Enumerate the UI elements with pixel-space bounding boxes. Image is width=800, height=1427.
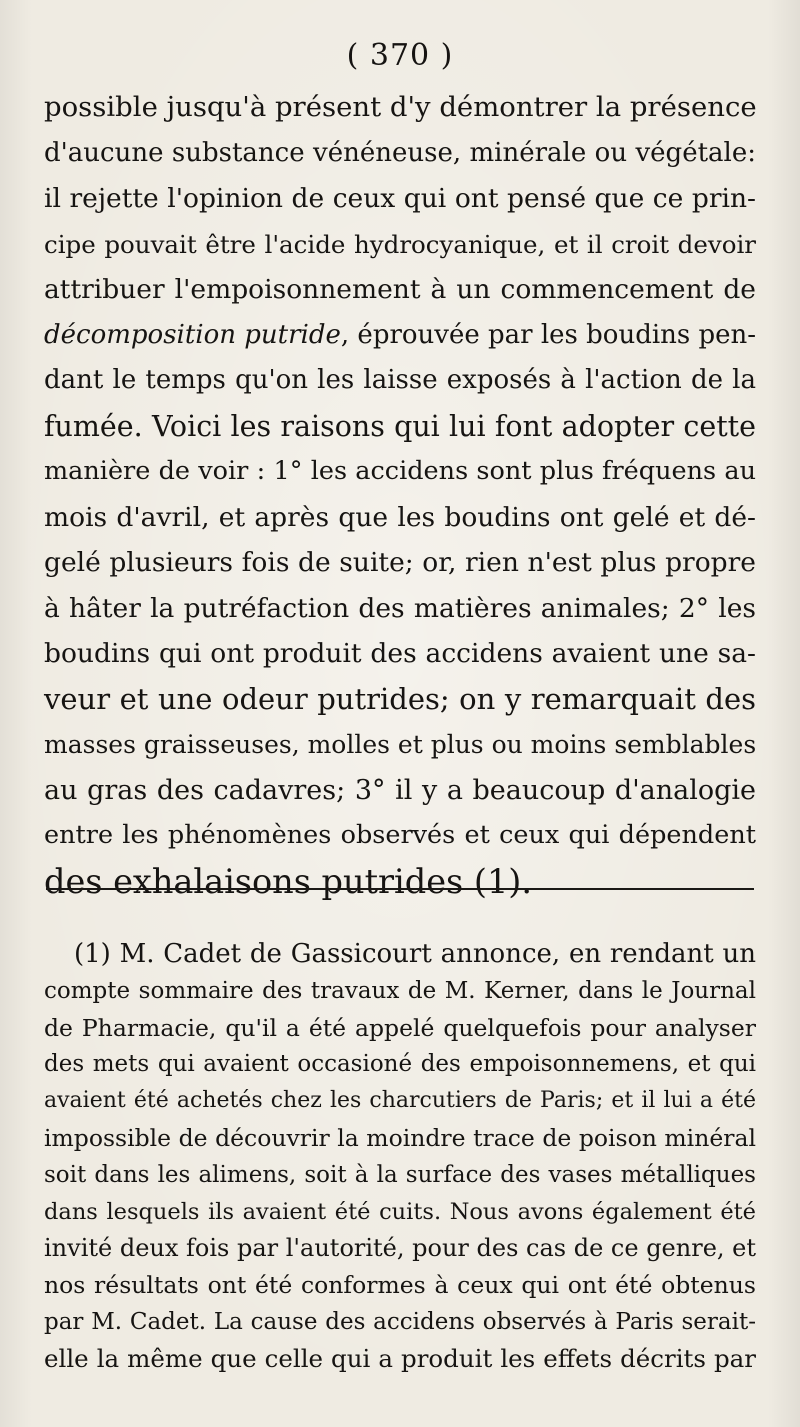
body-line: boudins qui ont produit des accidens avaient une sa-: [44, 638, 756, 669]
body-line: attribuer l'empoisonnement à un commencement de: [44, 274, 756, 305]
footnote-line: des mets qui avaient occasioné des empoisonnemens, et qui: [44, 1051, 756, 1078]
body-line: cipe pouvait être l'acide hydrocyanique, et il croit devoir: [44, 229, 756, 259]
body-line: des exhalaisons putrides (1).: [44, 861, 532, 901]
body-line: au gras des cadavres; 3° il y a beaucoup d'analogie: [44, 774, 756, 806]
body-line: entre les phénomènes observés et ceux qui dépendent: [44, 820, 756, 850]
body-line: manière de voir : 1° les accidens sont plus fréquens au: [44, 456, 756, 486]
footnote-line: de Pharmacie, qu'il a été appelé quelquefois pour analyser: [44, 1013, 756, 1042]
body-line: fumée. Voici les raisons qui lui font adopter cette: [44, 409, 756, 443]
body-line: à hâter la putréfaction des matières animales; 2° les: [44, 592, 756, 624]
page-number: ( 370 ): [346, 38, 454, 73]
body-line: il rejette l'opinion de ceux qui ont pensé que ce prin-: [44, 183, 756, 214]
body-line: possible jusqu'à présent d'y démontrer la présence: [44, 91, 757, 123]
footnote-line: invité deux fois par l'autorité, pour des cas de ce genre, et: [44, 1234, 756, 1263]
body-line: mois d'avril, et après que les boudins ont gelé et dé-: [44, 501, 756, 533]
italic-phrase: décomposition putride: [44, 319, 341, 350]
body-line: masses graisseuses, molles et plus ou moins semblables: [44, 730, 757, 759]
footnote-line: soit dans les alimens, soit à la surface des vases métalliques: [44, 1161, 756, 1188]
footnote-line: compte sommaire des travaux de M. Kerner, dans le Journal: [44, 977, 756, 1004]
body-line-with-italic: [44, 313, 756, 359]
body-line: dant le temps qu'on les laisse exposés à l'action de la: [44, 365, 756, 395]
footnote-line: par M. Cadet. La cause des accidens observés à Paris serait-: [44, 1308, 756, 1335]
footnote-line: nos résultats ont été conformes à ceux qui ont été obtenus: [44, 1271, 756, 1300]
footnote-line: (1) M. Cadet de Gassicourt annonce, en rendant un: [74, 939, 756, 969]
footnote-line: impossible de découvrir la moindre trace de poison minéral: [44, 1123, 756, 1152]
body-line: veur et une odeur putrides; on y remarquait des: [44, 681, 756, 716]
footnote-line: dans lesquels ils avaient été cuits. Nous avons également été: [44, 1198, 756, 1225]
footnote-line: elle la même que celle qui a produit les effets décrits par: [44, 1343, 756, 1373]
footnote-divider: [46, 888, 754, 890]
footnote: [44, 936, 756, 1378]
body-line-rest: , éprouvée par les boudins pen-: [340, 319, 757, 350]
body-line: d'aucune substance vénéneuse, minérale ou végétale:: [44, 137, 756, 168]
footnote-line: avaient été achetés chez les charcutiers de Paris; et il lui a été: [44, 1088, 756, 1114]
body-text: [44, 85, 756, 904]
body-line: gelé plusieurs fois de suite; or, rien n'est plus propre: [44, 547, 756, 578]
